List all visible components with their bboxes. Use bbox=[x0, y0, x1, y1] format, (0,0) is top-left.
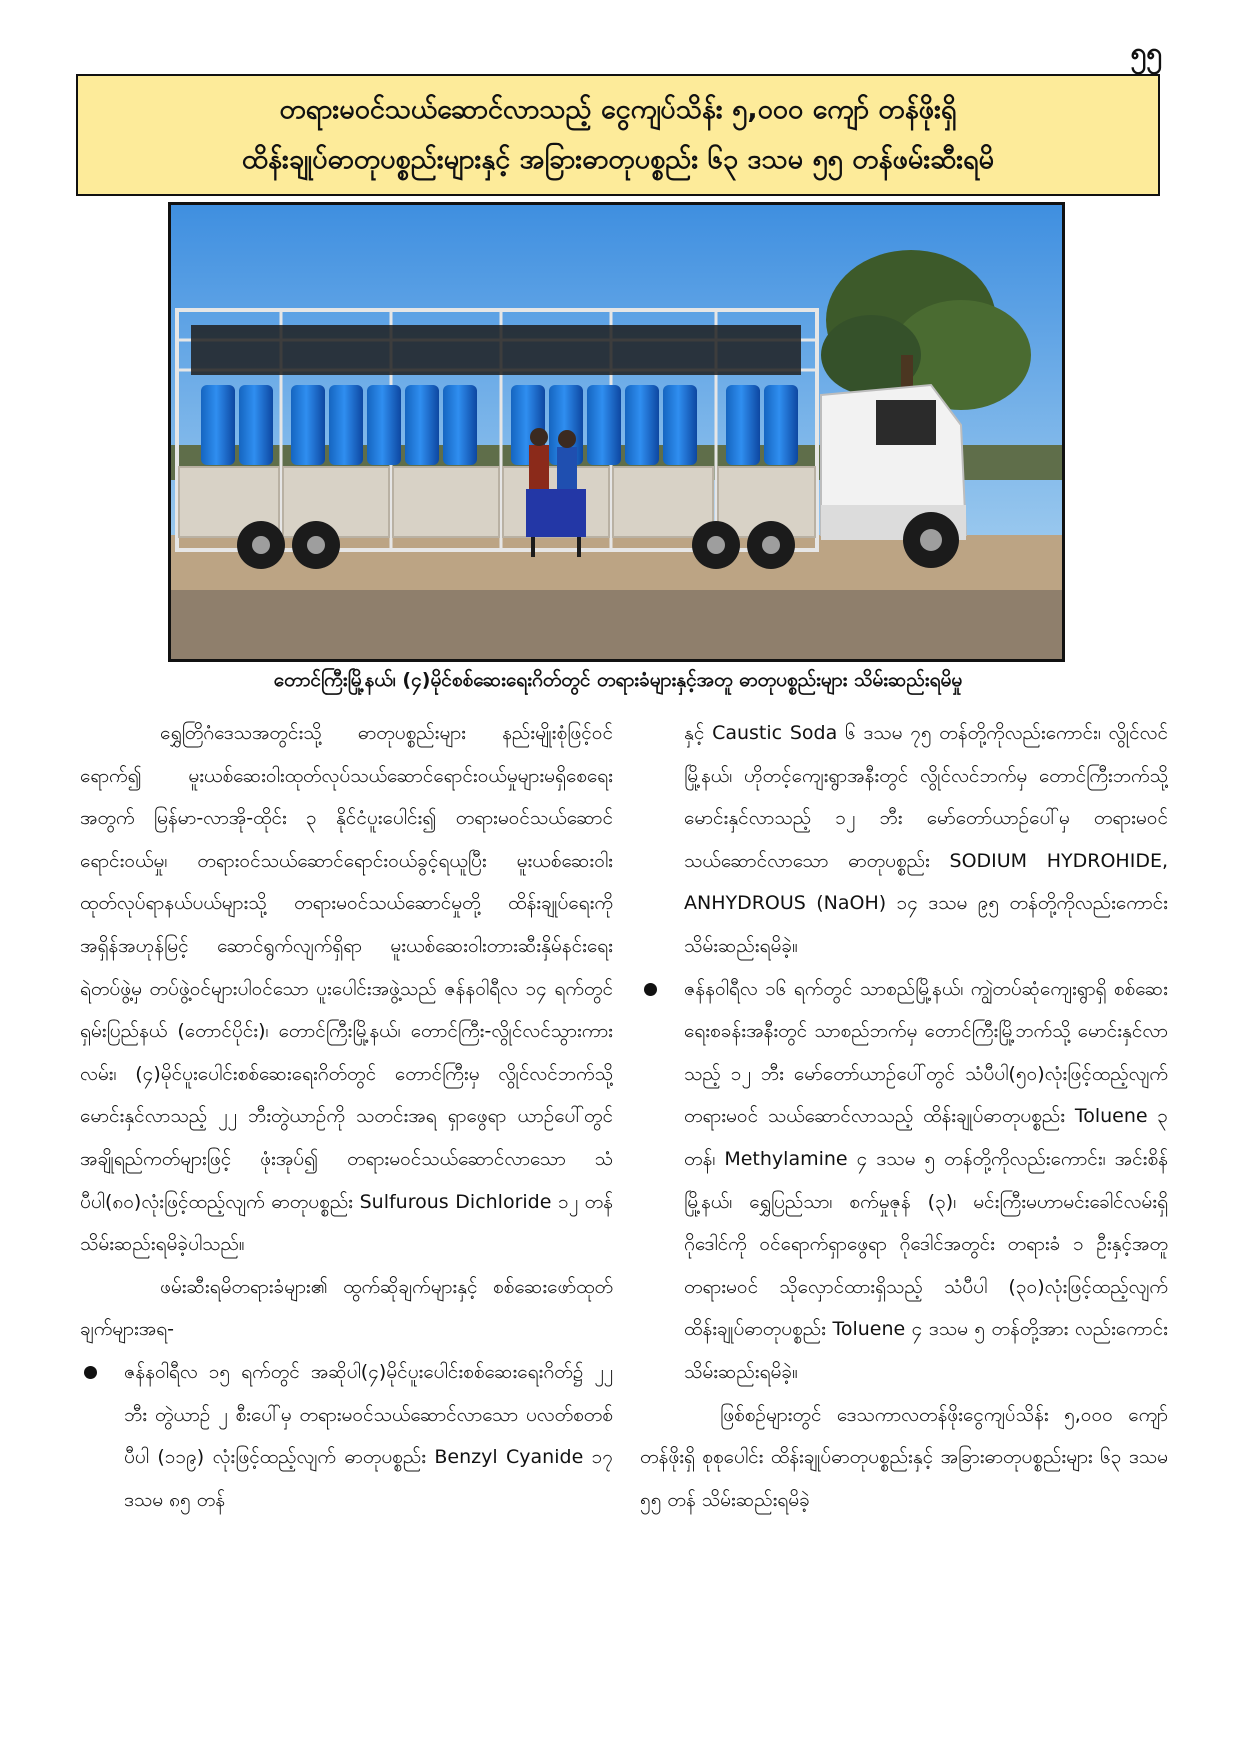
right-column bbox=[640, 712, 1168, 1521]
headline-box bbox=[76, 74, 1160, 196]
summary-paragraph: ဖြစ်စဉ်များတွင် ဒေသကာလတန်ဖိုးငွေကျပ်သိန်း ၅,၀၀၀ ကျော်တန်ဖိုးရှိ စုစုပေါင်း ထိန်းချုပ်ဓာတုပစ္စည်းနှင့် အခြားဓာတုပစ္စည်းများ ၆၃ ဒသမ ၅၅ တန် သိမ်းဆည်းရမိခဲ့ bbox=[640, 1403, 1168, 1511]
bullet-item-1-text: ဇန်နဝါရီလ ၁၅ ရက်တွင် အဆိုပါ(၄)မိုင်ပူးပေါင်းစစ်ဆေးရေးဂိတ်၌ ၂၂ ဘီး တွဲယာဉ် ၂ စီးပေါ်မှ တရားမဝင်သယ်ဆောင်လာသော ပလတ်စတစ်ပီပါ (၁၁၉) လုံးဖြင့်ထည့်လျက် ဓာတုပစ္စည်း Benzyl Cyanide ၁၇ ဒသမ ၈၅ တန် bbox=[124, 1360, 613, 1511]
bullet-item-2 bbox=[640, 968, 1168, 1394]
bullet-item-1-continued bbox=[640, 712, 1168, 968]
headline-line-2: ထိန်းချုပ်ဓာတုပစ္စည်းများနှင့် အခြားဓာတုပစ္စည်း ၆၃ ဒသမ ၅၅ တန်ဖမ်းဆီးရမိ bbox=[241, 144, 995, 175]
bullet-icon bbox=[644, 983, 657, 996]
findings-intro-paragraph: ဖမ်းဆီးရမိတရားခံများ၏ ထွက်ဆိုချက်များနှင့် စစ်ဆေးဖော်ထုတ်ချက်များအရ- bbox=[80, 1275, 613, 1341]
intro-paragraph: ရွှေတြိဂံဒေသအတွင်းသို့ ဓာတုပစ္စည်းများ နည်းမျိုးစုံဖြင့်ဝင်ရောက်၍ မူးယစ်ဆေးဝါးထုတ်လုပ်သယ်ဆောင်ရောင်းဝယ်မှုများမရှိစေရေးအတွက် မြန်မာ-လာအို-ထိုင်း ၃ နိုင်ငံပူးပေါင်း၍ တရားမဝင်သယ်ဆောင်ရောင်းဝယ်မှု၊ တရားဝင်သယ်ဆောင်ရောင်းဝယ်ခွင့်ရယူပြီး မူးယစ်ဆေးဝါးထုတ်လုပ်ရာနယ်ပယ်များသို့ တရားမဝင်သယ်ဆောင်မှုတို့ ထိန်းချုပ်ရေးကို အရှိန်အဟုန်မြင့် ဆောင်ရွက်လျက်ရှိရာ မူးယစ်ဆေးဝါးတားဆီးနှိမ်နင်းရေးရဲတပ်ဖွဲ့မှ တပ်ဖွဲ့ဝင်များပါဝင်သော ပူးပေါင်းအဖွဲ့သည် ဇန်နဝါရီလ ၁၄ ရက်တွင် ရှမ်းပြည်နယ် (တောင်ပိုင်း)၊ တောင်ကြီးမြို့နယ်၊ တောင်ကြီး-လွိုင်လင်သွားကားလမ်း၊ (၄)မိုင်ပူးပေါင်းစစ်ဆေးရေးဂိတ်တွင် တောင်ကြီးမှ လွိုင်လင်ဘက်သို့ မောင်းနှင်လာသည့် ၂၂ ဘီးတွဲယာဉ်ကို သတင်းအရ ရှာဖွေရာ ယာဉ်ပေါ်တွင် အချိုရည်ကတ်များဖြင့် ဖုံးအုပ်၍ တရားမဝင်သယ်ဆောင်လာသော သံပီပါ(၈၀)လုံးဖြင့်ထည့်လျက် ဓာတုပစ္စည်း Sulfurous Dichloride ၁၂ တန် သိမ်းဆည်းရမိခဲ့ပါသည်။ bbox=[80, 722, 613, 1256]
headline-line-1: တရားမဝင်သယ်ဆောင်လာသည့် ငွေကျပ်သိန်း ၅,၀၀၀ ကျော် တန်ဖိုးရှိ bbox=[279, 94, 957, 125]
bullet-item-1-continued-text: နှင့် Caustic Soda ၆ ဒသမ ၇၅ တန်တို့ကိုလည်းကောင်း၊ လွိုင်လင်မြို့နယ်၊ ဟိုတင့်ကျေးရွာအနီးတွင် လွိုင်လင်ဘက်မှ တောင်ကြီးဘက်သို့ မောင်းနှင်လာသည့် ၁၂ ဘီး မော်တော်ယာဉ်ပေါ်မှ တရားမဝင်သယ်ဆောင်လာသော ဓာတုပစ္စည်း SODIUM HYDROHIDE, ANHYDROUS (NaOH) ၁၄ ဒသမ ၉၅ တန်တို့ကိုလည်းကောင်း သိမ်းဆည်းရမိခဲ့။ bbox=[684, 722, 1168, 957]
bullet-item-2-text: ဇန်နဝါရီလ ၁၆ ရက်တွင် သာစည်မြို့နယ်၊ ကျွဲတပ်ဆုံကျေးရွာရှိ စစ်ဆေးရေးစခန်းအနီးတွင် သာစည်ဘက်မှ တောင်ကြီးမြို့ဘက်သို့ မောင်းနှင်လာသည့် ၁၂ ဘီး မော်တော်ယာဉ်ပေါ်တွင် သံပီပါ(၅၀)လုံးဖြင့်ထည့်လျက် တရားမဝင် သယ်ဆောင်လာသည့် ထိန်းချုပ်ဓာတုပစ္စည်း Toluene ၃ တန်၊ Methylamine ၄ ဒသမ ၅ တန်တို့ကိုလည်းကောင်း၊ အင်းစိန်မြို့နယ်၊ ရွှေပြည်သာ၊ စက်မှုဇုန် (၃)၊ မင်းကြီးမဟာမင်းခေါင်လမ်းရှိ ဂိုဒေါင်ကို ဝင်ရောက်ရှာဖွေရာ ဂိုဒေါင်အတွင်း တရားခံ ၁ ဦးနှင့်အတူ တရားမဝင် သိုလှောင်ထားရှိသည့် သံပီပါ (၃၀)လုံးဖြင့်ထည့်လျက် ထိန်းချုပ်ဓာတုပစ္စည်း Toluene ၄ ဒသမ ၅ တန်တို့အား လည်းကောင်း သိမ်းဆည်းရမိခဲ့။ bbox=[684, 977, 1168, 1383]
bullet-item-1 bbox=[80, 1351, 613, 1521]
photo-caption: တောင်ကြီးမြို့နယ်၊ (၄)မိုင်စစ်ဆေးရေးဂိတ်တွင် တရားခံများနှင့်အတူ ဓာတုပစ္စည်းများ သိမ်းဆည်းရမိမှု bbox=[273, 669, 963, 691]
page-number: ၅၅ bbox=[1130, 36, 1162, 69]
bullet-icon bbox=[84, 1366, 97, 1379]
left-column bbox=[80, 712, 613, 1521]
news-photo bbox=[168, 202, 1065, 662]
truck-with-blue-drums-photo bbox=[171, 205, 1062, 659]
